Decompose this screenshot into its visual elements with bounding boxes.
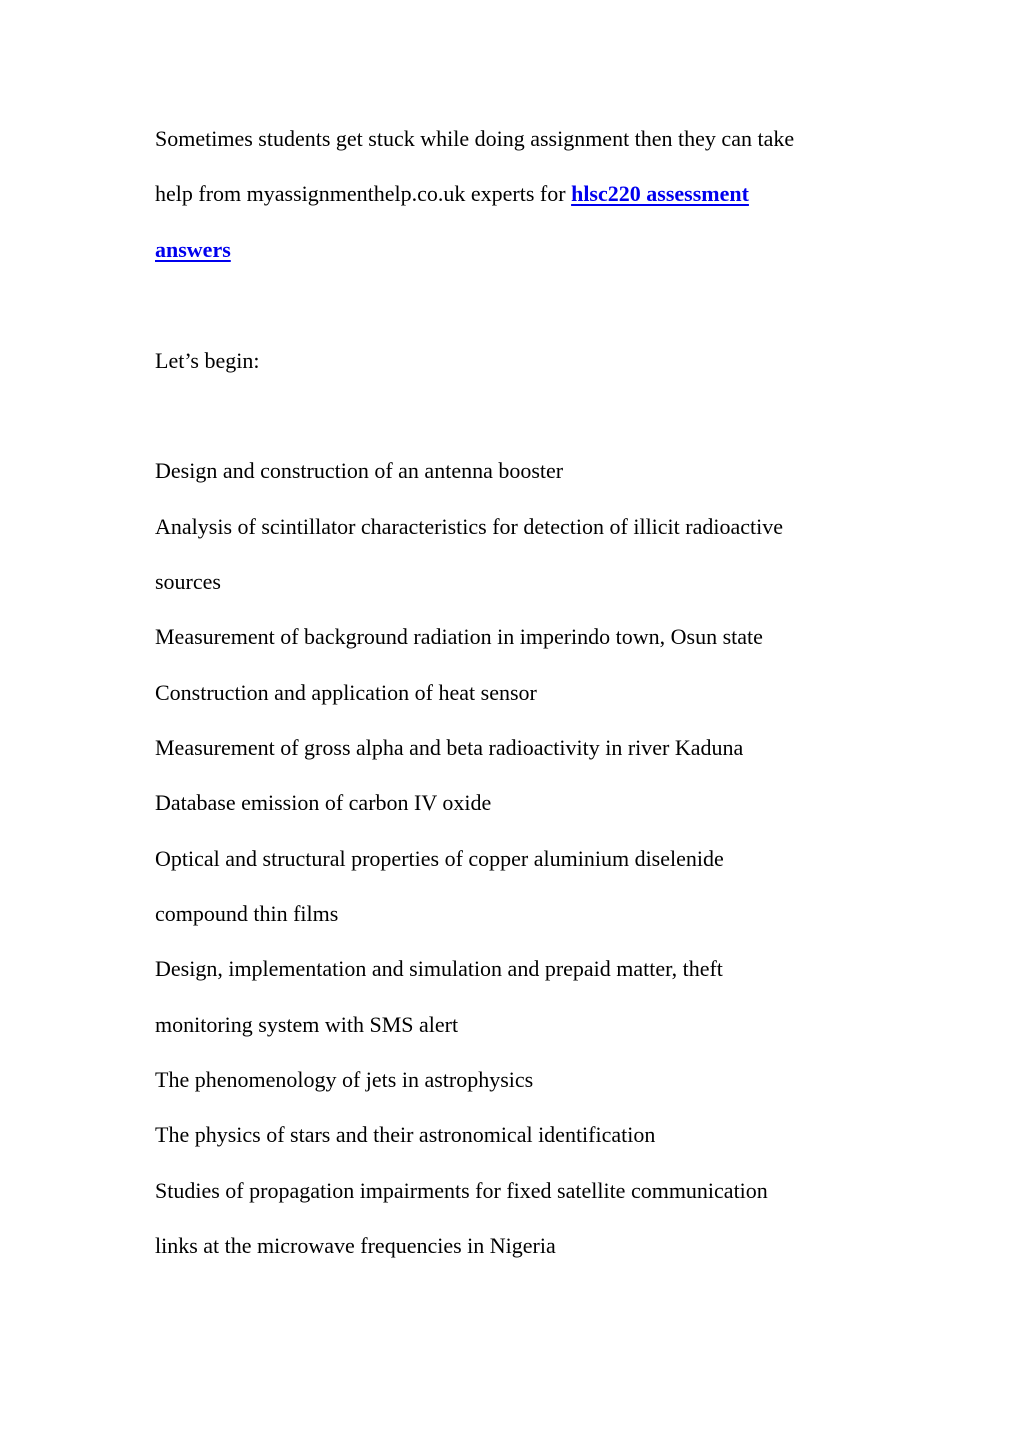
intro-text-2: help from myassignmenthelp.co.uk experts for [155,181,572,206]
intro-line-3 [155,237,231,263]
topic-line: Studies of propagation impairments for fixed satellite communication [155,1178,768,1203]
topic-line: Measurement of gross alpha and beta radioactivity in river Kaduna [155,735,744,760]
topic-line: The phenomenology of jets in astrophysics [155,1067,534,1092]
topic-line: Analysis of scintillator characteristics for detection of illicit radioactive [155,514,783,539]
topic-line: compound thin films [155,901,339,926]
topic-line: Construction and application of heat sensor [155,680,537,705]
topic-line: links at the microwave frequencies in Nigeria [155,1233,556,1258]
topic-line: Database emission of carbon IV oxide [155,790,492,815]
assessment-answers-link-part-1[interactable]: hlsc220 assessment [571,181,749,206]
topic-line: Design and construction of an antenna booster [155,458,564,483]
topic-line: monitoring system with SMS alert [155,1012,459,1037]
topic-line: sources [155,569,221,594]
topic-line: Optical and structural properties of copper aluminium diselenide [155,846,724,871]
topic-line: The physics of stars and their astronomical identification [155,1122,656,1147]
intro-text-1: Sometimes students get stuck while doing assignment then they can take [155,126,795,151]
begin-label: Let’s begin: [155,348,260,373]
intro-line-1 [155,126,794,152]
topic-line: Design, implementation and simulation and prepaid matter, theft [155,956,723,981]
assessment-answers-link-part-2[interactable]: answers [155,237,231,262]
intro-line-2 [155,181,749,207]
topic-line: Measurement of background radiation in imperindo town, Osun state [155,624,763,649]
